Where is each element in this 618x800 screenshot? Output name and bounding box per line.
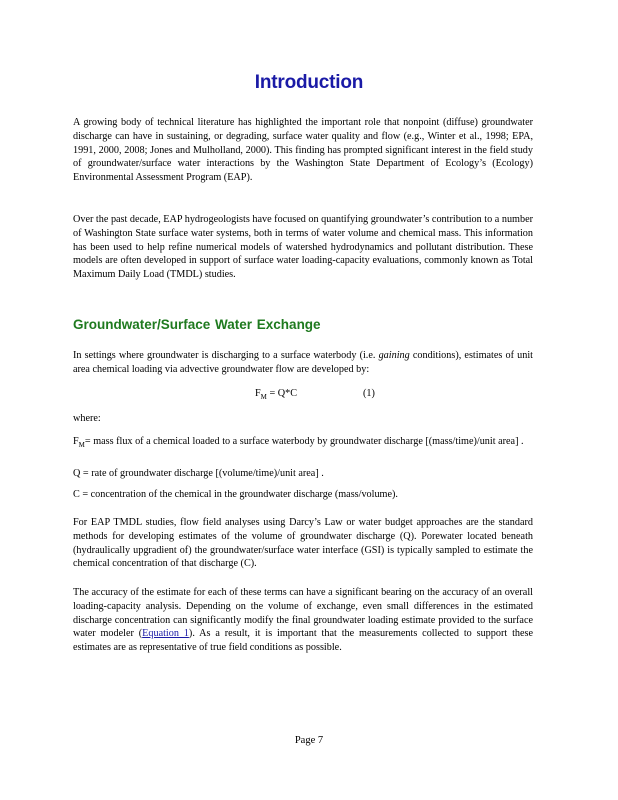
- page-number: Page 7: [294, 735, 324, 746]
- definition-fm: [73, 435, 533, 453]
- section-paragraph-3: [73, 586, 533, 655]
- page-title: Introduction: [254, 72, 364, 93]
- equation-1: [255, 388, 375, 402]
- definition-c: C = concentration of the chemical in the groundwater discharge (mass/volume).: [73, 489, 398, 500]
- def-fm-symbol: F: [73, 436, 79, 447]
- intro-paragraph-2: Over the past decade, EAP hydrogeologists have focused on quantifying groundwater’s contribution to a number of Washington State surface water systems, both in terms of water volume and chemical mass. This information has been used to help refine numerical models of watershed hydrodynamics and pollutant distribution. These models are often developed in support of surface water loading-capacity evaluations, commonly known as Total Maximum Daily Load (TMDL) studies.: [73, 214, 533, 281]
- def-fm-text: = mass flux of a chemical loaded to a surface waterbody by groundwater discharge [(mass/time)/unit area] .: [84, 436, 524, 447]
- equation-1-link[interactable]: Equation 1: [142, 628, 189, 640]
- para1-text-a: In settings where groundwater is discharging to a surface waterbody (i.e.: [73, 350, 379, 361]
- definition-q: Q = rate of groundwater discharge [(volume/time)/unit area] .: [73, 468, 324, 479]
- para1-text-b: conditions), estimates of unit area chemical loading via advective groundwater flow are developed by:: [73, 350, 533, 375]
- intro-paragraph-1: A growing body of technical literature has highlighted the important role that nonpoint (diffuse) groundwater discharge can have in sustaining, or degrading, surface water quality and flow (e.g., Winter et al., 1998; EPA, 1991, 2000, 2008; Jones and Mulholland, 2000). This finding has prompted significant interest in the field study of groundwater/surface water interactions by the Washington State Department of Ecology’s (Ecology) Environmental Assessment Program (EAP).: [73, 117, 533, 184]
- equation-rhs: = Q*C: [266, 388, 297, 399]
- where-label: where:: [73, 413, 101, 424]
- def-fm-sub: M: [78, 441, 85, 450]
- equation-sub: M: [260, 393, 267, 402]
- para3-text-b: ). As a result, it is important that the measurements collected to support these estimates are as representative of true field conditions as possible.: [73, 628, 533, 654]
- equation-number: (1): [363, 388, 375, 399]
- section-paragraph-1: [73, 349, 533, 377]
- equation-lhs: F: [255, 388, 261, 399]
- section-heading: Groundwater/Surface Water Exchange: [73, 317, 321, 332]
- section-paragraph-2: For EAP TMDL studies, flow field analyses using Darcy’s Law or water budget approaches are the standard methods for developing estimates of the volume of groundwater discharge (Q). Porewater located beneath (hydraulically upgradient of) the groundwater/surface water interface (GSI) is typically sampled to estimate the chemical concentration of that discharge (C).: [73, 517, 533, 570]
- para3-text-a: The accuracy of the estimate for each of these terms can have a significant bearing on the accuracy of an overall loading-capacity analysis. Depending on the volume of exchange, even small differences in the estimated discharge concentration can significantly modify the final groundwater loading estimate provided to the surface water modeler (: [73, 587, 533, 640]
- para1-italic: gaining: [378, 350, 410, 361]
